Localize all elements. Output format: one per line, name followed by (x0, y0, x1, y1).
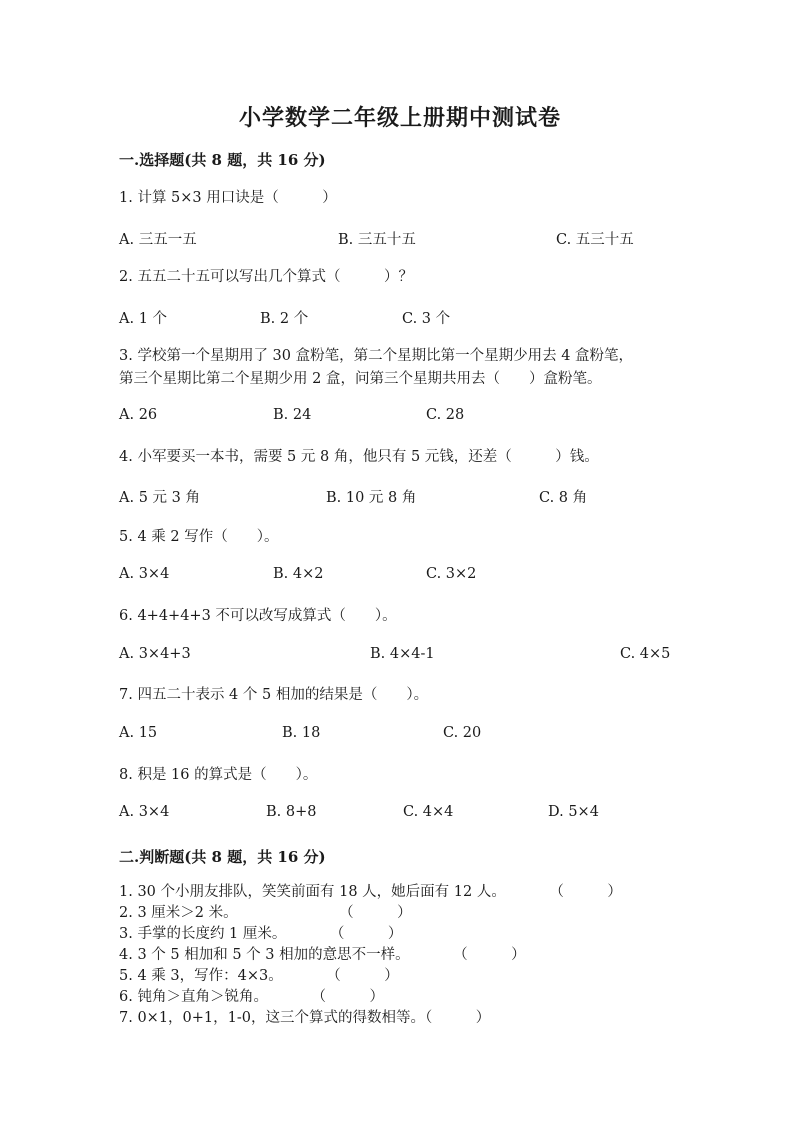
option-1c[interactable]: C. 五三十五 (556, 232, 634, 248)
option-7b[interactable]: B. 18 (282, 725, 321, 741)
option-1b[interactable]: B. 三五十五 (338, 232, 416, 248)
tf-item-2: 2. 3 厘米＞2 米。 （ ） (119, 905, 412, 921)
tf-item-6: 6. 钝角＞直角＞锐角。 （ ） (119, 989, 384, 1005)
option-2c[interactable]: C. 3 个 (402, 311, 451, 327)
tf-item-5: 5. 4 乘 3，写作：4×3。 （ ） (119, 968, 399, 984)
option-3c[interactable]: C. 28 (426, 407, 465, 423)
question-4: 4. 小军要买一本书，需要 5 元 8 角，他只有 5 元钱，还差（ ）钱。 (119, 449, 599, 465)
option-2a[interactable]: A. 1 个 (119, 311, 168, 327)
page-title: 小学数学二年级上册期中测试卷 (238, 105, 561, 131)
option-2b[interactable]: B. 2 个 (260, 311, 309, 327)
option-3a[interactable]: A. 26 (119, 407, 158, 423)
question-7: 7. 四五二十表示 4 个 5 相加的结果是（ ）。 (119, 687, 429, 703)
question-1: 1. 计算 5×3 用口诀是（ ） (119, 190, 337, 206)
option-6c[interactable]: C. 4×5 (620, 646, 671, 662)
question-6: 6. 4+4+4+3 不可以改写成算式（ ）。 (119, 608, 397, 624)
option-6b[interactable]: B. 4×4-1 (370, 646, 435, 662)
question-8: 8. 积是 16 的算式是（ ）。 (119, 767, 318, 783)
option-5b[interactable]: B. 4×2 (273, 566, 324, 582)
section-heading-true-false: 二.判断题(共 8 题，共 16 分) (119, 848, 326, 866)
tf-item-1: 1. 30 个小朋友排队，笑笑前面有 18 人，她后面有 12 人。 （ ） (119, 884, 622, 900)
question-5: 5. 4 乘 2 写作（ ）。 (119, 529, 279, 545)
question-2: 2. 五五二十五可以写出几个算式（ ）？ (119, 269, 413, 285)
option-6a[interactable]: A. 3×4+3 (119, 646, 191, 662)
option-3b[interactable]: B. 24 (273, 407, 312, 423)
option-8b[interactable]: B. 8+8 (266, 804, 317, 820)
tf-item-7: 7. 0×1，0+1，1-0，这三个算式的得数相等。（ ） (119, 1010, 491, 1026)
question-3-cont: 第三个星期比第二个星期少用 2 盒，问第三个星期共用去（ ）盒粉笔。 (119, 371, 602, 387)
option-7a[interactable]: A. 15 (119, 725, 158, 741)
option-8c[interactable]: C. 4×4 (403, 804, 454, 820)
option-4a[interactable]: A. 5 元 3 角 (119, 490, 200, 506)
section-heading-choice: 一.选择题(共 8 题，共 16 分) (119, 151, 326, 169)
question-3: 3. 学校第一个星期用了 30 盒粉笔，第二个星期比第一个星期少用去 4 盒粉笔， (119, 348, 634, 364)
option-4c[interactable]: C. 8 角 (539, 490, 588, 506)
option-5a[interactable]: A. 3×4 (119, 566, 170, 582)
option-7c[interactable]: C. 20 (443, 725, 482, 741)
tf-item-3: 3. 手掌的长度约 1 厘米。 （ ） (119, 926, 403, 942)
tf-item-4: 4. 3 个 5 相加和 5 个 3 相加的意思不一样。 （ ） (119, 947, 526, 963)
option-1a[interactable]: A. 三五一五 (119, 232, 197, 248)
option-8d[interactable]: D. 5×4 (548, 804, 599, 820)
option-4b[interactable]: B. 10 元 8 角 (326, 490, 417, 506)
option-5c[interactable]: C. 3×2 (426, 566, 477, 582)
option-8a[interactable]: A. 3×4 (119, 804, 170, 820)
